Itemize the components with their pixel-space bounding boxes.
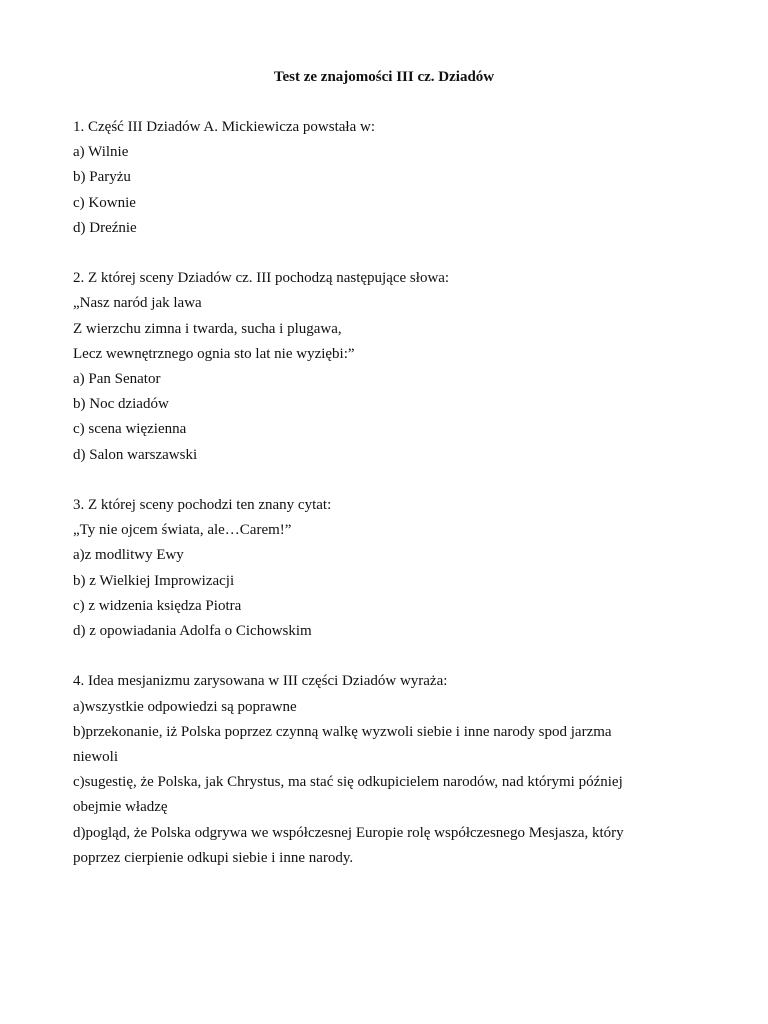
answer-option: b)przekonanie, iż Polska poprzez czynną walkę wyzwoli siebie i inne narody spod jarzma	[73, 723, 612, 740]
question-3	[73, 493, 673, 644]
answer-option: b) Noc dziadów	[73, 396, 169, 413]
question-prompt: 4. Idea mesjanizmu zarysowana w III części Dziadów wyraża:	[73, 673, 448, 690]
answer-option: c)sugestię, że Polska, jak Chrystus, ma stać się odkupicielem narodów, nad którymi później	[73, 774, 623, 791]
question-prompt: 1. Część III Dziadów A. Mickiewicza powstała w:	[73, 119, 375, 135]
document-body	[73, 115, 673, 871]
answer-option: d) z opowiadania Adolfa o Cichowskim	[73, 623, 312, 640]
question-prompt: 2. Z której sceny Dziadów cz. III pochodzą następujące słowa:	[73, 270, 450, 287]
answer-option-continuation: niewoli	[73, 749, 118, 766]
quote-line: „Ty nie ojcem świata, ale…Carem!”	[73, 522, 292, 539]
answer-option: a) Wilnie	[73, 144, 129, 161]
question-4	[73, 669, 673, 871]
answer-option: b) z Wielkiej Improwizacji	[73, 572, 235, 589]
answer-option: a)z modlitwy Ewy	[73, 547, 184, 564]
answer-option: c) scena więzienna	[73, 421, 187, 438]
answer-option-continuation: poprzez cierpienie odkupi siebie i inne narody.	[73, 849, 354, 866]
paragraph-gap	[73, 644, 673, 669]
answer-option: a)wszystkie odpowiedzi są poprawne	[73, 698, 297, 715]
answer-option: c) Kownie	[73, 194, 136, 211]
question-1	[73, 115, 673, 241]
answer-option: c) z widzenia księdza Piotra	[73, 597, 242, 614]
answer-option: d) Dreźnie	[73, 219, 137, 236]
answer-option: d)pogląd, że Polska odgrywa we współczesnej Europie rolę współczesnego Mesjasza, który	[73, 824, 624, 841]
document-title: Test ze znajomości III cz. Dziadów	[273, 69, 495, 85]
question-prompt: 3. Z której sceny pochodzi ten znany cytat:	[73, 497, 332, 514]
answer-option: b) Paryżu	[73, 169, 131, 186]
quote-line: Z wierzchu zimna i twarda, sucha i plugawa,	[73, 320, 342, 337]
paragraph-gap	[73, 468, 673, 493]
answer-option: a) Pan Senator	[73, 371, 161, 388]
question-2	[73, 266, 673, 468]
answer-option-continuation: obejmie władzę	[73, 799, 168, 816]
paragraph-gap	[73, 241, 673, 266]
quote-line: Lecz wewnętrznego ognia sto lat nie wyziębi:”	[73, 345, 355, 362]
answer-option: d) Salon warszawski	[73, 446, 198, 463]
quote-line: „Nasz naród jak lawa	[73, 295, 202, 312]
